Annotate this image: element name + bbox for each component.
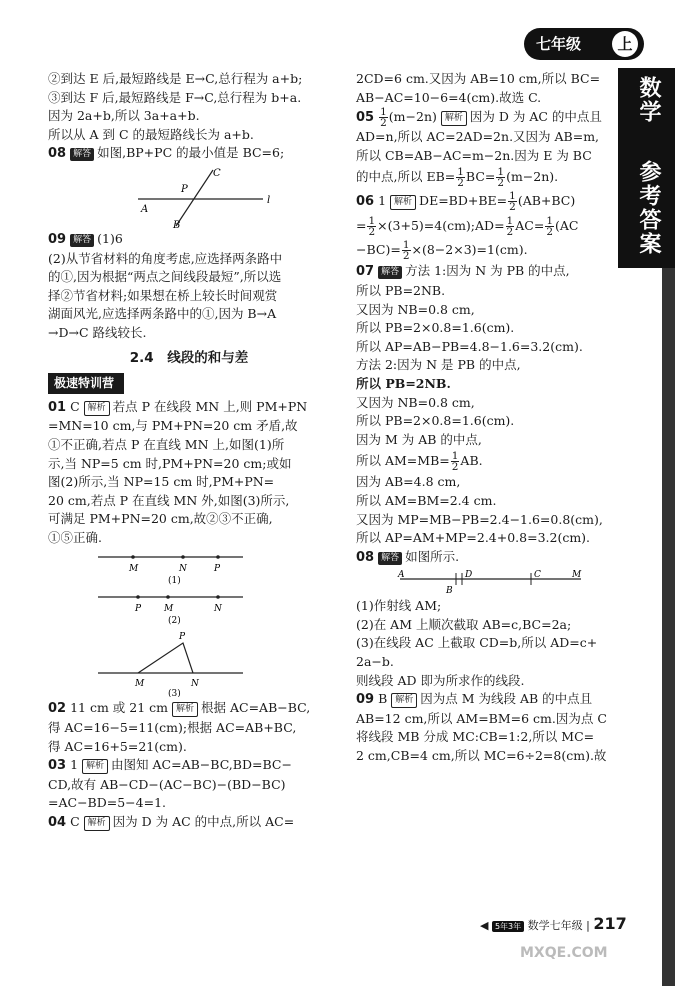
svg-text:P: P [135,604,142,615]
section-label: 参考答案 [636,160,661,256]
text-line: 2CD=6 cm.又因为 AB=10 cm,所以 BC= [356,71,601,86]
text-line: AB−AC=10−6=4(cm).故选 C. [356,89,542,105]
text-line: 因为 D 为 AC 的中点,所以 AC= [112,814,295,830]
fraction: $\frac{1}{2}$ [497,166,505,190]
text-line: 所以 AM=BM=2.4 cm. [356,492,497,508]
text-line: =MN=10 cm,与 PM+PN=20 cm 矛盾,故 [48,418,298,434]
text-line: 因为 2a+b,所以 3a+a+b. [48,108,200,124]
text-line: 所以 PB=2×0.8=1.6(cm). [356,320,515,336]
question-02 [48,699,330,719]
text-line: 的①,因为根据“两点之间线段最短”,所以选 [48,269,282,285]
question-number: 02 [48,701,67,717]
question-number: 01 [48,399,67,415]
text-line: 因为 M 为 AB 的中点, [356,431,482,447]
text-line: →D→C 路线较长. [48,324,147,340]
text-line: 所以 PB=2NB. [356,375,451,391]
text-line: 2a−b. [356,654,394,670]
svg-text:D: D [465,570,473,581]
analysis-tag: 解析 [391,693,417,708]
side-strip [662,268,675,986]
svg-text:A: A [398,570,405,581]
footer-title: 数学七年级 [527,919,583,932]
text-segment: 的中点,所以 EB= [356,169,456,185]
fraction: $\frac{1}{2}$ [451,450,459,474]
text-line: 所以 PB=2×0.8=1.6(cm). [356,413,515,429]
text-line: 所以 AP=AB−PB=4.8−1.6=3.2(cm). [356,338,583,354]
section-heading: 2.4 线段的和与差 [129,349,249,366]
answer-choice: C [70,398,80,414]
analysis-tag: 解析 [390,195,416,210]
text-line: 择②节省材料;如果想在桥上较长时间观赏 [48,287,278,303]
text-line: 所以从 A 到 C 的最短路线长为 a+b. [48,126,254,142]
question-06 [356,189,614,214]
svg-text:P: P [181,183,188,195]
answer-choice: B [378,691,388,707]
text-line: 则线段 AD 即为所求作的线段. [356,672,525,688]
text-line: 20 cm,若点 P 在直线 MN 外,如图(3)所示, [48,492,290,508]
svg-text:C: C [213,167,221,179]
question-04 [48,813,330,833]
text-line [356,165,614,189]
fraction: $\frac{1}{2}$ [546,215,553,239]
answer-tag: 解答 [70,234,94,247]
answer-text: (1)6 [97,230,123,246]
question-number: 09 [356,692,375,708]
text-segment: = [356,218,367,234]
svg-text:A: A [141,203,149,215]
text-line: 所以 AP=AM+MP=2.4+0.8=3.2(cm). [356,530,591,546]
text-line: 得 AC=16−5=11(cm);根据 AC=AB+BC, [48,720,297,736]
answer-text: 1 [70,757,79,773]
footer-divider: | [586,919,590,932]
svg-text:N: N [214,604,222,615]
answer-text: 11 cm 或 21 cm [70,700,169,716]
fraction: $\frac{1}{2}$ [457,166,464,190]
svg-text:P: P [179,632,186,643]
text-segment: (AC [555,218,579,234]
text-line: 又因为 NB=0.8 cm, [356,394,475,410]
text-segment: DE=BD+BE= [419,193,508,209]
text-line: 将线段 MB 分成 MC:CB=1:2,所以 MC= [356,729,595,745]
text-line [356,238,614,262]
series-badge: 5年3年 [492,921,524,932]
question-number: 09 [48,231,67,247]
svg-text:P: P [214,564,221,575]
text-line: ③到达 F 后,最短路线是 F→C,总行程为 b+a. [48,89,302,105]
answer-text: 如图,BP+PC 的最小值是 BC=6; [97,145,285,161]
text-line: 2 cm,CB=4 cm,所以 MC=6÷2=8(cm).故 [356,748,607,764]
subject-side-banner [618,68,675,268]
question-number: 07 [356,264,375,280]
right-column [356,70,614,766]
svg-text:l: l [267,194,271,206]
text-line: 图(2)所示,当 NP=15 cm 时,PM+PN= [48,474,275,490]
figure-caption: (1) [168,576,181,587]
question-09 [48,230,330,250]
text-line: 得 AC=16+5=21(cm). [48,738,187,754]
svg-text:M: M [129,564,139,575]
watermark: MXQE.COM [520,945,608,961]
text-line: 又因为 NB=0.8 cm, [356,301,475,317]
text-line: ②到达 E 后,最短路线是 E→C,总行程为 a+b; [48,71,303,86]
answer-tag: 解答 [378,552,402,565]
text-segment: ×(3+5)=4(cm);AD= [377,218,505,234]
answer-tag: 解答 [70,148,94,161]
figure-caption: (3) [168,689,181,698]
fraction: $\frac{1}{2}$ [368,215,376,239]
text-line: 可满足 PM+PN=20 cm,故②③不正确, [48,511,273,527]
left-column [48,70,330,833]
analysis-tag: 解析 [441,111,467,126]
figure-caption: (2) [168,616,181,627]
question-number: 08 [48,146,67,162]
svg-text:C: C [534,570,541,581]
question-number: 03 [48,758,67,774]
text-segment: −BC)= [356,242,401,258]
text-segment: ×(8−2×3)=1(cm). [411,242,528,258]
fraction [379,107,388,128]
text-line: 示,当 NP=5 cm 时,PM+PN=20 cm;或如 [48,455,292,471]
question-08 [48,144,330,164]
question-number: 05 [356,110,375,126]
svg-text:B: B [446,586,453,596]
svg-text:M: M [572,570,582,581]
text-line: 湖面风光,应选择两条路中的①,因为 B→A [48,306,277,322]
answer-choice: C [70,814,80,830]
fraction: $\frac{1}{2}$ [402,239,410,263]
figure-line-crossing [133,166,283,228]
fraction-denominator: 2 [380,117,387,130]
svg-text:N: N [191,679,199,690]
text-line: 因为 D 为 AC 的中点且 [469,109,602,125]
text-line: 方法 1:因为 N 为 PB 的中点, [405,263,570,279]
answer-text: (m−2n) [388,109,437,125]
text-line: 由图知 AC=AB−BC,BD=BC− [111,757,292,773]
analysis-tag: 解析 [84,401,110,416]
figure-ray-construction [396,569,586,595]
question-03 [48,756,330,776]
answer-text: 如图所示. [405,548,460,564]
analysis-tag: 解析 [82,759,108,774]
text-segment: BC= [465,169,496,185]
text-line: 所以 CB=AB−AC=m−2n.因为 E 为 BC [356,147,592,163]
fraction-numerator: 1 [380,106,387,119]
text-line: =AC−BD=5−4=1. [48,795,166,811]
left-arrow-icon: ◀ [480,919,489,932]
text-line: 根据 AC=AB−BC, [201,700,311,716]
text-segment: (AB+BC) [517,193,576,209]
svg-text:M: M [135,679,145,690]
answer-tag: 解答 [378,266,402,279]
svg-text:N: N [179,564,187,575]
subject-label: 数学 [636,76,661,124]
text-line: CD,故有 AB−CD−(AC−BC)−(BD−BC) [48,776,286,792]
fraction: $\frac{1}{2}$ [509,190,516,214]
analysis-tag: 解析 [84,816,110,831]
fraction: $\frac{1}{2}$ [506,215,514,239]
text-line: (2)在 AM 上顺次截取 AB=c,BC=2a; [356,616,572,632]
answer-text: 1 [378,193,387,209]
question-01 [48,398,330,418]
text-line: 因为点 M 为线段 AB 的中点且 [420,691,593,707]
page-number: 217 [593,914,627,933]
text-line: AB=12 cm,所以 AM=BM=6 cm.因为点 C [356,710,607,726]
text-segment: AB. [460,453,483,469]
practice-band: 极速特训营 [48,373,124,394]
text-segment: AC= [515,218,545,234]
grade-badge [524,28,644,60]
text-line: 方法 2:因为 N 是 PB 的中点, [356,357,521,373]
text-line: AD=n,所以 AC=2AD=2n.又因为 AB=m, [356,129,600,145]
question-09 [356,690,614,710]
text-segment: 所以 AM=MB= [356,453,450,469]
question-07 [356,262,614,282]
text-line [356,214,614,238]
text-line: (3)在线段 AC 上截取 CD=b,所以 AD=c+ [356,635,598,651]
question-number: 04 [48,815,67,831]
question-number: 06 [356,194,375,210]
question-08 [356,548,614,568]
text-segment: (m−2n). [506,169,559,185]
text-line: 因为 AB=4.8 cm, [356,474,461,490]
text-line: 又因为 MP=MB−PB=2.4−1.6=0.8(cm), [356,511,603,527]
term-badge: 上 [612,31,638,57]
svg-text:M: M [164,604,174,615]
question-number: 08 [356,549,375,565]
text-line: (2)从节省材料的角度考虑,应选择两条路中 [48,250,283,266]
text-line: 若点 P 在线段 MN 上,则 PM+PN [112,398,308,414]
text-line: ①⑤正确. [48,529,102,545]
grade-label: 七年级 [536,35,582,53]
figure-mn-diagrams [93,549,293,697]
text-line [356,449,614,473]
text-line: (1)作射线 AM; [356,598,442,614]
svg-text:B: B [173,219,181,228]
text-line: 所以 PB=2NB. [356,282,446,298]
page-footer [480,914,627,933]
question-05 [356,107,614,128]
text-line: ①不正确,若点 P 在直线 MN 上,如图(1)所 [48,436,285,452]
analysis-tag: 解析 [172,702,198,717]
